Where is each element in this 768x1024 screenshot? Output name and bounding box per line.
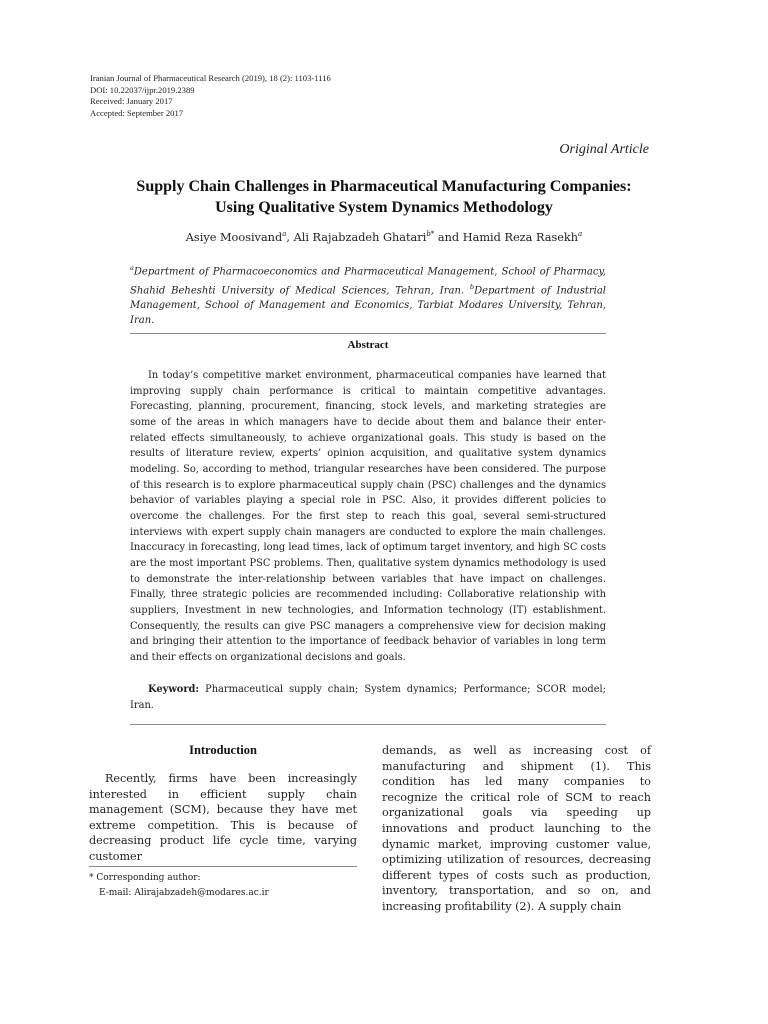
keywords-text: Pharmaceutical supply chain; System dynamics; Performance; SCOR model; Iran.	[130, 684, 606, 711]
abstract-paragraph: In today’s competitive market environment, pharmaceutical companies have learned that improving supply chain performance is critical to maintain competitive advantages. Forecasting, planning, procurement, financing, stock levels, and marketing strategies are some of the areas in which managers have to decide about them and balance their enter-related effects simultaneously, to achieve organizational goals. This study is based on the results of literature review, experts’ opinion acquisition, and qualitative system dynamics modeling. So, according to method, triangular researches have been considered. The purpose of this research is to explore pharmaceutical supply chain (PSC) challenges and the dynamics behavior of variables playing a special role in PSC. Also, it provides different policies to overcome the challenges. For the first step to reach this goal, several semi-structured interviews with expert supply chain managers are conducted to explore the main challenges. Inaccuracy in forecasting, long lead times, lack of optimum target inventory, and high SC costs are the most important PSC problems. Then, qualitative system dynamics methodology is used to demonstrate the inter-relationship between variables that have impact on challenges. Finally, three strategic policies are recommended including: Collaborative relationship with suppliers, Investment in new technologies, and Information technology (IT) establishment. Consequently, the results can give PSC managers a comprehensive view for decision making and bringing their attention to the importance of feedback behavior of variables in long term and their effects on organizational decisions and goals.	[130, 370, 606, 663]
right-column	[382, 743, 651, 915]
journal-citation: Iranian Journal of Pharmaceutical Research (2019), 18 (2): 1103-1116	[90, 73, 331, 83]
corresponding-author-label: * Corresponding author:	[89, 873, 201, 883]
author-separator: and	[434, 230, 463, 244]
corresponding-author-email: E-mail: Alirajabzadeh@modares.ac.ir	[99, 887, 269, 898]
author-affiliation-mark: b*	[426, 230, 435, 238]
introduction-paragraph-right: demands, as well as increasing cost of manufacturing and shipment (1). This condition has led many companies to recognize the critical role of SCM to reach organizational goals via speeding up innovations and product launching to the dynamic market, improving customer value, optimizing utilization of resources, decreasing different types of costs such as production, inventory, transportation, and so on, and increasing profitability (2). A supply chain	[382, 744, 651, 913]
left-column	[89, 743, 357, 865]
author-list	[70, 230, 698, 244]
author-name: Asiye Moosivand	[185, 230, 283, 244]
author-affiliation-mark: a	[578, 230, 583, 238]
publication-metadata	[90, 73, 331, 119]
affiliation-mark-a: a	[130, 264, 134, 272]
affiliation-b: Department of Industrial Management, School of Management and Economics, Tarbiat Modares University, Tehran, Iran.	[130, 284, 606, 327]
affiliation-a: Department of Pharmacoeconomics and Pharmaceutical Management, School of Pharmacy, Shahid Beheshti University of Medical Sciences, Tehran, Iran.	[130, 266, 606, 296]
author-name: Ali Rajabzadeh Ghatari	[293, 230, 427, 244]
author-separator: ,	[286, 230, 294, 244]
article-type: Original Article	[559, 142, 649, 157]
title-line-2: Using Qualitative System Dynamics Methodology	[215, 199, 553, 216]
title-line-1: Supply Chain Challenges in Pharmaceutical Manufacturing Companies:	[136, 178, 632, 195]
abstract-body	[130, 368, 606, 665]
introduction-heading: Introduction	[189, 743, 257, 757]
abstract-top-rule	[130, 333, 606, 334]
accepted-date: Accepted: September 2017	[90, 107, 184, 118]
introduction-paragraph-left: Recently, firms have been increasingly interested in efficient supply chain management (SCM), because they have met extreme competition. This is because of decreasing product life cycle time, varying customer	[89, 772, 357, 863]
footnote	[89, 871, 357, 900]
abstract-heading: Abstract	[347, 339, 389, 351]
author-affiliation-mark: a	[282, 230, 287, 238]
footnote-rule	[89, 866, 357, 867]
doi: DOI: 10.22037/ijpr.2019.2389	[90, 84, 195, 95]
abstract-bottom-rule	[130, 724, 606, 725]
keywords	[130, 682, 606, 713]
affiliations	[130, 261, 606, 328]
article-title	[70, 176, 698, 218]
keywords-label: Keyword:	[148, 684, 200, 695]
received-date: Received: January 2017	[90, 96, 173, 106]
author-name: Hamid Reza Rasekh	[462, 230, 579, 244]
affiliation-mark-b: b	[469, 282, 475, 291]
